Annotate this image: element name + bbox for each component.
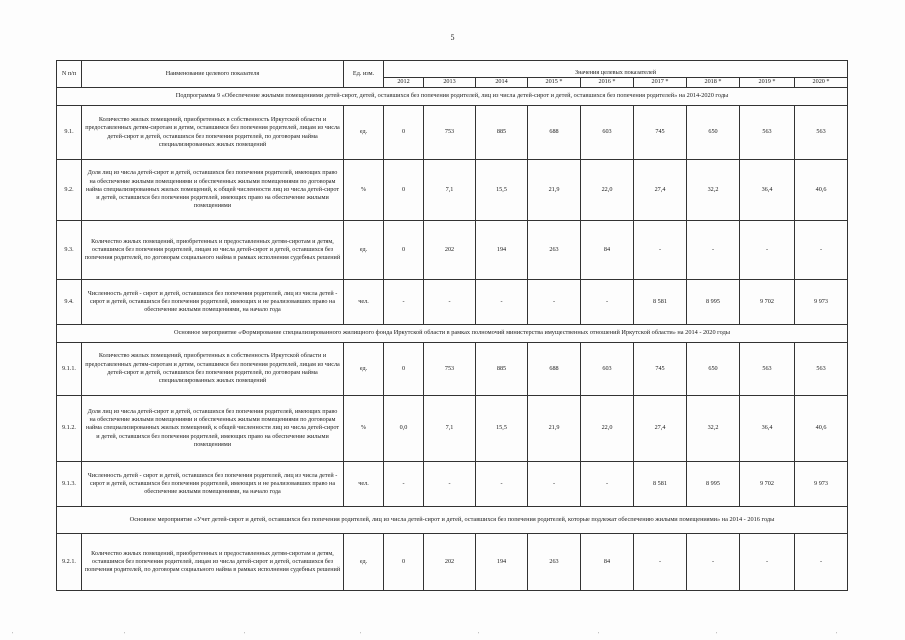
row-value: 563 bbox=[795, 106, 848, 160]
row-value: 22,0 bbox=[581, 160, 634, 221]
header-name: Наименование целевого показателя bbox=[82, 61, 344, 88]
row-name: Количество жилых помещений, приобретенных в собственность Иркутской области и предоставленных детям-сиротам и детям, оставшимся без попечения родителей, лицам из числа детей-сирот и детей, оставшихся без попечения родителей, по договорам найма специализированных жилых помещений bbox=[82, 106, 344, 160]
row-value: 32,2 bbox=[687, 160, 740, 221]
row-value: 9 702 bbox=[740, 462, 795, 507]
table-row bbox=[57, 343, 848, 396]
row-value: 0 bbox=[384, 221, 424, 280]
row-value: 32,2 bbox=[687, 396, 740, 462]
row-value: 8 995 bbox=[687, 280, 740, 325]
row-unit: ед. bbox=[344, 221, 384, 280]
row-value: - bbox=[740, 534, 795, 591]
row-value: 15,5 bbox=[476, 396, 528, 462]
row-value: 8 581 bbox=[634, 280, 687, 325]
row-value: 603 bbox=[581, 106, 634, 160]
row-value: 263 bbox=[528, 534, 581, 591]
row-value: 21,9 bbox=[528, 160, 581, 221]
section-title: Основное мероприятие «Формирование специализированного жилищного фонда Иркутской области в рамках полномочий министерства имущественных отношений Иркутской области» на 2014 - 2020 годы bbox=[57, 325, 848, 343]
row-name: Численность детей - сирот и детей, оставшихся без попечения родителей, лиц из числа детей - сирот и детей, оставшихся без попечения родителей, имеющих и не реализовавших право на обеспечение жилыми помещениями, на начало года bbox=[82, 280, 344, 325]
row-value: 27,4 bbox=[634, 160, 687, 221]
row-value: 15,5 bbox=[476, 160, 528, 221]
row-value: - bbox=[634, 534, 687, 591]
header-year: 2017 * bbox=[634, 78, 687, 88]
table-row bbox=[57, 396, 848, 462]
row-value: 753 bbox=[424, 343, 476, 396]
row-num: 9.4. bbox=[57, 280, 82, 325]
row-value: 202 bbox=[424, 221, 476, 280]
section-title: Основное мероприятие «Учет детей-сирот и детей, оставшихся без попечения родителей, лиц из числа детей-сирот и детей, оставшихся без попечения родителей, которые подлежат обеспечению жилыми помещениями» на 2014 - 2016 годы bbox=[57, 507, 848, 534]
header-row bbox=[57, 61, 848, 78]
row-value: 0 bbox=[384, 534, 424, 591]
row-unit: % bbox=[344, 396, 384, 462]
row-value: 885 bbox=[476, 343, 528, 396]
row-value: 650 bbox=[687, 343, 740, 396]
header-num: N п/п bbox=[57, 61, 82, 88]
row-value: 27,4 bbox=[634, 396, 687, 462]
row-value: 7,1 bbox=[424, 160, 476, 221]
row-value: 40,6 bbox=[795, 396, 848, 462]
section-title: Подпрограмма 9 «Обеспечение жилыми помещениями детей-сирот, детей, оставшихся без попечения родителей, лиц из числа детей-сирот и детей, оставшихся без попечения родителей» на 2014-2020 годы bbox=[57, 88, 848, 106]
row-name: Количество жилых помещений, приобретенных и предоставленных детям-сиротам и детям, оставшимся без попечения родителей, лицам из числа детей-сирот и детей, оставшихся без попечения родителей, по договорам социального найма в рамках исполнения судебных решений bbox=[82, 221, 344, 280]
row-unit: ед. bbox=[344, 534, 384, 591]
row-unit: чел. bbox=[344, 462, 384, 507]
row-value: 8 581 bbox=[634, 462, 687, 507]
row-value: 603 bbox=[581, 343, 634, 396]
row-unit: чел. bbox=[344, 280, 384, 325]
row-unit: % bbox=[344, 160, 384, 221]
row-value: 84 bbox=[581, 221, 634, 280]
row-value: 753 bbox=[424, 106, 476, 160]
table-row bbox=[57, 106, 848, 160]
row-name: Количество жилых помещений, приобретенных и предоставленных детям-сиротам и детям, оставшимся без попечения родителей, лицам из числа детей-сирот и детей, оставшихся без попечения родителей, по договорам социального найма в рамках исполнения судебных решений bbox=[82, 534, 344, 591]
row-value: 40,6 bbox=[795, 160, 848, 221]
row-value: 8 995 bbox=[687, 462, 740, 507]
row-value: - bbox=[687, 221, 740, 280]
header-year: 2018 * bbox=[687, 78, 740, 88]
table-row bbox=[57, 221, 848, 280]
header-values-group: Значения целевых показателей bbox=[384, 61, 848, 78]
row-value: 263 bbox=[528, 221, 581, 280]
header-year: 2016 * bbox=[581, 78, 634, 88]
row-num: 9.2. bbox=[57, 160, 82, 221]
row-unit: ед. bbox=[344, 343, 384, 396]
row-value: - bbox=[476, 280, 528, 325]
row-value: 21,9 bbox=[528, 396, 581, 462]
section-row bbox=[57, 507, 848, 534]
row-value: 9 702 bbox=[740, 280, 795, 325]
row-value: 745 bbox=[634, 343, 687, 396]
header-year: 2012 bbox=[384, 78, 424, 88]
row-num: 9.3. bbox=[57, 221, 82, 280]
row-value: 885 bbox=[476, 106, 528, 160]
row-value: 194 bbox=[476, 534, 528, 591]
row-value: 563 bbox=[740, 106, 795, 160]
row-value: 688 bbox=[528, 343, 581, 396]
row-num: 9.1.3. bbox=[57, 462, 82, 507]
row-value: 194 bbox=[476, 221, 528, 280]
header-year: 2020 * bbox=[795, 78, 848, 88]
section-row bbox=[57, 325, 848, 343]
section-row bbox=[57, 88, 848, 106]
row-value: 7,1 bbox=[424, 396, 476, 462]
row-unit: ед. bbox=[344, 106, 384, 160]
row-num: 9.1.2. bbox=[57, 396, 82, 462]
row-value: 9 973 bbox=[795, 280, 848, 325]
row-value: 0 bbox=[384, 343, 424, 396]
page-number: 5 bbox=[450, 33, 455, 42]
row-name: Численность детей - сирот и детей, оставшихся без попечения родителей, лиц из числа детей - сирот и детей, оставшихся без попечения родителей, имеющих и не реализовавших право на обеспечение жилыми помещениями, на начало года bbox=[82, 462, 344, 507]
row-value: 563 bbox=[795, 343, 848, 396]
row-value: 688 bbox=[528, 106, 581, 160]
row-num: 9.2.1. bbox=[57, 534, 82, 591]
row-value: 84 bbox=[581, 534, 634, 591]
header-year: 2013 bbox=[424, 78, 476, 88]
row-num: 9.1. bbox=[57, 106, 82, 160]
row-value: - bbox=[424, 280, 476, 325]
header-year: 2019 * bbox=[740, 78, 795, 88]
row-value: - bbox=[528, 280, 581, 325]
row-value: - bbox=[687, 534, 740, 591]
row-value: 9 973 bbox=[795, 462, 848, 507]
row-value: - bbox=[528, 462, 581, 507]
row-name: Количество жилых помещений, приобретенных в собственность Иркутской области и предоставленных детям-сиротам и детям, оставшимся без попечения родителей, лицам из числа детей-сирот и детей, оставшихся без попечения родителей, по договорам найма специализированных жилых помещений bbox=[82, 343, 344, 396]
row-value: 36,4 bbox=[740, 160, 795, 221]
table-row bbox=[57, 280, 848, 325]
row-name: Доля лиц из числа детей-сирот и детей, оставшихся без попечения родителей, имеющих право на обеспечение жилыми помещениями и обеспеченных жилыми помещениями по договорам найма специализированных жилых помещений, к общей численности лиц из числа детей-сирот и детей, оставшихся без попечения родителей, имеющих право на обеспечение жилыми помещениями bbox=[82, 396, 344, 462]
row-value: - bbox=[384, 462, 424, 507]
row-value: - bbox=[384, 280, 424, 325]
table-row bbox=[57, 534, 848, 591]
row-value: 745 bbox=[634, 106, 687, 160]
row-value: - bbox=[424, 462, 476, 507]
row-value: - bbox=[634, 221, 687, 280]
row-value: - bbox=[581, 462, 634, 507]
row-value: - bbox=[581, 280, 634, 325]
header-year: 2015 * bbox=[528, 78, 581, 88]
row-value: 0,0 bbox=[384, 396, 424, 462]
table-row bbox=[57, 160, 848, 221]
indicators-table bbox=[56, 60, 848, 591]
row-value: 563 bbox=[740, 343, 795, 396]
row-value: 22,0 bbox=[581, 396, 634, 462]
scan-artifacts: ' ' ' ' ' ' ' ' bbox=[12, 632, 838, 638]
row-value: 0 bbox=[384, 160, 424, 221]
row-value: 650 bbox=[687, 106, 740, 160]
row-value: - bbox=[795, 534, 848, 591]
header-unit: Ед. изм. bbox=[344, 61, 384, 88]
row-name: Доля лиц из числа детей-сирот и детей, оставшихся без попечения родителей, имеющих право на обеспечение жилыми помещениями и обеспеченных жилыми помещениями по договорам найма специализированных жилых помещений, к общей численности лиц из числа детей-сирот и детей, оставшихся без попечения родителей, имеющих право на обеспечение жилыми помещениями bbox=[82, 160, 344, 221]
row-value: 0 bbox=[384, 106, 424, 160]
table-row bbox=[57, 462, 848, 507]
header-year: 2014 bbox=[476, 78, 528, 88]
row-num: 9.1.1. bbox=[57, 343, 82, 396]
row-value: - bbox=[740, 221, 795, 280]
row-value: 36,4 bbox=[740, 396, 795, 462]
table-body bbox=[57, 88, 848, 591]
row-value: - bbox=[476, 462, 528, 507]
row-value: 202 bbox=[424, 534, 476, 591]
row-value: - bbox=[795, 221, 848, 280]
